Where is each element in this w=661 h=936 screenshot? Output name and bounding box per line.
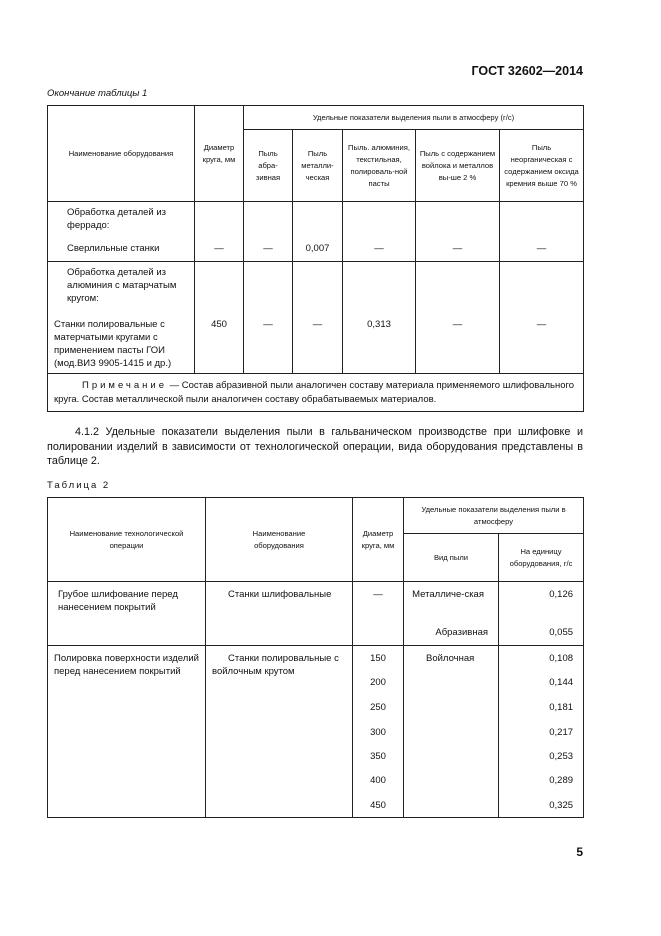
t2-b1-dust1-type: Металличе-ская — [412, 589, 484, 600]
document-code: ГОСТ 32602—2014 — [471, 64, 583, 78]
t2-b2-d1: 150 — [370, 653, 386, 664]
t2-b1-dust2-type: Абразивная — [435, 627, 488, 638]
t1-row1-diameter: — — [214, 243, 224, 254]
t1-row1-v1: — — [263, 243, 273, 254]
t1-row2-v1: — — [263, 319, 273, 330]
table1-caption: Окончание таблицы 1 — [47, 88, 148, 99]
t2-b2-v1: 0,108 — [549, 653, 574, 664]
t1-row1-name: Сверлильные станки — [67, 243, 160, 254]
t2-header-dust-type: Вид пыли — [404, 534, 499, 582]
t1-note — [48, 374, 584, 412]
t2-b1-dust1-value: 0,126 — [549, 589, 574, 600]
t2-header-operation: Наименование технологической операции — [48, 498, 206, 582]
page-number: 5 — [576, 845, 583, 859]
t2-b2-equipment: Станки полировальные с войлочным крутом — [212, 653, 339, 677]
t2-b2-v3: 0,181 — [549, 702, 574, 713]
table-row — [48, 646, 584, 818]
t2-header-diameter: Диаметр круга, мм — [353, 498, 404, 582]
t2-b2-d5: 350 — [370, 751, 386, 762]
t1-row2-v4: — — [452, 319, 463, 330]
t1-row2-group: Обработка деталей из алюминия с матарчатым кругом: — [67, 267, 177, 304]
t2-b2-operation: Полировка поверхности изделий перед нанесением покрытий — [54, 653, 199, 677]
t1-row2-diameter: 450 — [211, 319, 227, 330]
t1-row1-v4: — — [452, 243, 463, 254]
table2-caption: Таблица 2 — [47, 480, 111, 491]
t1-header-abrasive: Пыль абра-зивная — [244, 130, 293, 202]
t1-row2-v2: — — [312, 319, 323, 330]
t1-row1-v2: 0,007 — [305, 243, 330, 254]
t2-b2-dust-type: Войлочная — [426, 653, 475, 664]
t2-b2-v2: 0,144 — [549, 677, 574, 688]
t2-b2-v5: 0,253 — [549, 751, 574, 762]
t1-note-text: — Состав абразивной пыли аналогичен составу материала применяемого шлифовального круга. Состав металлической пыли аналогичен составу обрабатываемых материалов. — [54, 379, 575, 405]
t2-b2-v6: 0,289 — [549, 775, 574, 786]
t2-b1-dust2-value: 0,055 — [549, 627, 574, 638]
t1-header-felt: Пыль с содержанием войлока и металлов вы-ше 2 % — [416, 130, 500, 202]
t2-b2-d7: 450 — [370, 800, 386, 811]
t2-b2-v7: 0,325 — [549, 800, 574, 811]
t2-b1-operation: Грубое шлифование перед нанесением покрытий — [58, 589, 178, 613]
t1-row2-name: Станки полировальные с матерчатыми кругами с применением пасты ГОИ (мод.ВИЗ 9905-1415 и др.) — [54, 319, 172, 369]
body-paragraph: 4.1.2 Удельные показатели выделения пыли в гальваническом производстве при шлифовке и полировании изделий в зависимости от технологической операции, вида оборудования представлены в таблице 2. — [47, 426, 583, 467]
t1-header-name: Наименование оборудования — [48, 106, 195, 202]
t1-header-group: Удельные показатели выделения пыли в атмосферу (г/с) — [244, 106, 584, 130]
t1-row1-v3: — — [374, 243, 384, 254]
t2-b2-v4: 0,217 — [549, 727, 574, 738]
table2 — [47, 497, 584, 818]
t2-b2-d2: 200 — [370, 677, 386, 688]
t1-row1-v5: — — [536, 243, 547, 254]
t2-header-group: Удельные показатели выделения пыли в атмосферу — [404, 498, 584, 534]
t2-header-per-unit: На единицу оборудования, г/с — [499, 534, 584, 582]
t2-b2-d4: 300 — [370, 727, 386, 738]
t1-row2-v5: — — [536, 319, 547, 330]
t2-b2-d3: 250 — [370, 702, 386, 713]
t2-header-equipment: Наименование оборудования — [206, 498, 353, 582]
t2-b1-equipment: Станки шлифовальные — [228, 589, 332, 600]
table1 — [47, 105, 584, 412]
t1-note-label: Примечание — [82, 379, 167, 391]
t1-header-metal: Пыль металли-ческая — [293, 130, 343, 202]
t2-b2-d6: 400 — [370, 775, 386, 786]
t1-row1-group: Обработка деталей из феррадо: — [67, 207, 167, 231]
table-row — [48, 202, 584, 262]
t2-b1-diameter: — — [373, 589, 383, 600]
t1-header-aluminum: Пыль. алюминия, текстильная, полироваль-ной пасты — [343, 130, 416, 202]
t1-header-diameter: Диаметр круга, мм — [195, 106, 244, 202]
t1-row2-v3: 0,313 — [367, 319, 391, 330]
table-row — [48, 262, 584, 374]
table-row — [48, 582, 584, 646]
t1-header-silica: Пыль неорганическая с содержанием оксида кремния выше 70 % — [500, 130, 584, 202]
